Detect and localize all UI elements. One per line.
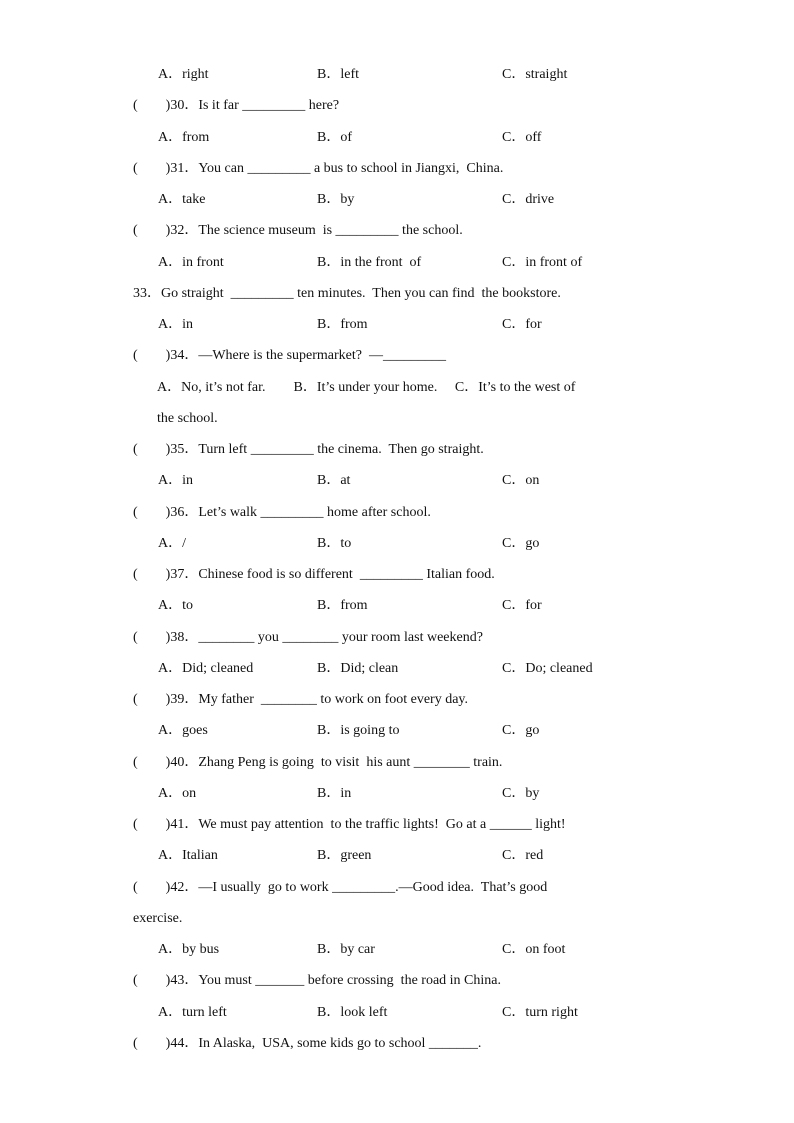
- question-stem: ( )38．________ you ________ your room last weekend?: [133, 629, 483, 645]
- question-stem-line: [0, 501, 794, 525]
- option-a: A．from: [158, 129, 210, 145]
- option-b: B．at: [317, 473, 351, 489]
- option-c: C．straight: [502, 67, 568, 82]
- option-b: B．in: [317, 785, 352, 801]
- options-row: [0, 719, 794, 743]
- option-c: C．for: [502, 598, 542, 614]
- options-row: [0, 126, 794, 150]
- option-c: C．for: [502, 317, 542, 332]
- options-row: [0, 469, 794, 493]
- option-b: B．Did; clean: [317, 660, 399, 676]
- options-row: [0, 938, 794, 962]
- options-row-full: A．No, it’s not far. B．It’s under your home. C．It’s to the west of: [157, 379, 576, 395]
- option-b: B．to: [317, 535, 352, 551]
- option-a: A．to: [158, 598, 193, 614]
- option-a: A．Italian: [158, 848, 218, 864]
- option-a: A．Did; cleaned: [158, 660, 254, 676]
- question-stem-line: [0, 751, 794, 775]
- option-c: C．by: [502, 785, 540, 801]
- option-c: C．on: [502, 473, 540, 489]
- options-row: [0, 657, 794, 681]
- question-stem-line: [0, 344, 794, 368]
- options-row: [0, 63, 794, 87]
- options-row: [0, 594, 794, 618]
- question-stem-line: [0, 94, 794, 118]
- option-c: C．Do; cleaned: [502, 660, 593, 676]
- option-c: C．turn right: [502, 1004, 578, 1020]
- question-continuation-line: [0, 907, 794, 931]
- question-continuation: exercise.: [133, 910, 183, 926]
- option-b: B．from: [317, 598, 368, 614]
- question-stem-line: [0, 626, 794, 650]
- option-a: A．in: [158, 473, 193, 489]
- options-row: [0, 251, 794, 275]
- question-stem-line: [0, 282, 794, 306]
- question-stem: ( )34．—Where is the supermarket? —_________: [133, 348, 446, 364]
- question-stem-line: [0, 969, 794, 993]
- option-b: B．of: [317, 129, 352, 145]
- question-stem: ( )35．Turn left _________ the cinema. Then go straight.: [133, 442, 484, 457]
- option-a: A．in front: [158, 254, 224, 270]
- option-a: A．take: [158, 192, 206, 207]
- options-row: [0, 313, 794, 337]
- question-stem-line: [0, 876, 794, 900]
- question-stem: ( )43．You must _______ before crossing the road in China.: [133, 973, 501, 989]
- option-b: B．look left: [317, 1004, 388, 1020]
- option-b: B．by car: [317, 942, 375, 957]
- question-stem: ( )41．We must pay attention to the traffic lights! Go at a ______ light!: [133, 817, 566, 832]
- option-a: A．goes: [158, 723, 208, 739]
- question-stem-line: [0, 563, 794, 587]
- question-stem-line: [0, 1032, 794, 1056]
- option-b: B．from: [317, 317, 368, 332]
- option-a: A．/: [158, 535, 186, 551]
- option-c: C．go: [502, 535, 540, 551]
- question-stem: ( )44．In Alaska, USA, some kids go to school _______.: [133, 1035, 482, 1051]
- question-stem-line: [0, 438, 794, 462]
- option-a: A．by bus: [158, 942, 220, 957]
- options-row: [0, 532, 794, 556]
- option-b: B．left: [317, 67, 359, 82]
- option-a: A．on: [158, 785, 197, 801]
- option-b: B．is going to: [317, 723, 400, 739]
- question-stem-line: [0, 157, 794, 181]
- option-continuation: the school.: [157, 410, 218, 426]
- question-stem-line: [0, 813, 794, 837]
- option-a: A．turn left: [158, 1004, 227, 1020]
- options-row: [0, 844, 794, 868]
- question-stem: ( )31．You can _________ a bus to school in Jiangxi, China.: [133, 160, 504, 176]
- option-b: B．green: [317, 848, 372, 864]
- option-a: A．in: [158, 317, 193, 332]
- option-b: B．by: [317, 192, 355, 207]
- question-stem: 33．Go straight _________ ten minutes. Then you can find the bookstore.: [133, 285, 561, 301]
- question-stem: ( )39．My father ________ to work on foot every day.: [133, 692, 469, 707]
- option-b: B．in the front of: [317, 254, 422, 270]
- question-stem: ( )40．Zhang Peng is going to visit his aunt ________ train.: [133, 754, 503, 770]
- options-row-full-line: [0, 376, 794, 400]
- question-stem: ( )30．Is it far _________ here?: [133, 98, 340, 114]
- option-c: C．on foot: [502, 942, 566, 957]
- question-stem: ( )42．—I usually go to work _________.—Good idea. That’s good: [133, 879, 548, 895]
- option-c: C．go: [502, 723, 540, 739]
- option-c: C．in front of: [502, 254, 583, 270]
- option-c: C．red: [502, 848, 544, 864]
- question-stem-line: [0, 688, 794, 712]
- options-row: [0, 188, 794, 212]
- question-stem: ( )36．Let’s walk _________ home after school.: [133, 504, 431, 520]
- option-continuation-line: [0, 407, 794, 431]
- option-a: A．right: [158, 67, 209, 82]
- option-c: C．off: [502, 129, 542, 145]
- question-stem: ( )32．The science museum is _________ the school.: [133, 223, 463, 239]
- option-c: C．drive: [502, 192, 555, 207]
- options-row: [0, 782, 794, 806]
- question-stem-line: [0, 219, 794, 243]
- options-row: [0, 1001, 794, 1025]
- question-stem: ( )37．Chinese food is so different _________ Italian food.: [133, 567, 495, 582]
